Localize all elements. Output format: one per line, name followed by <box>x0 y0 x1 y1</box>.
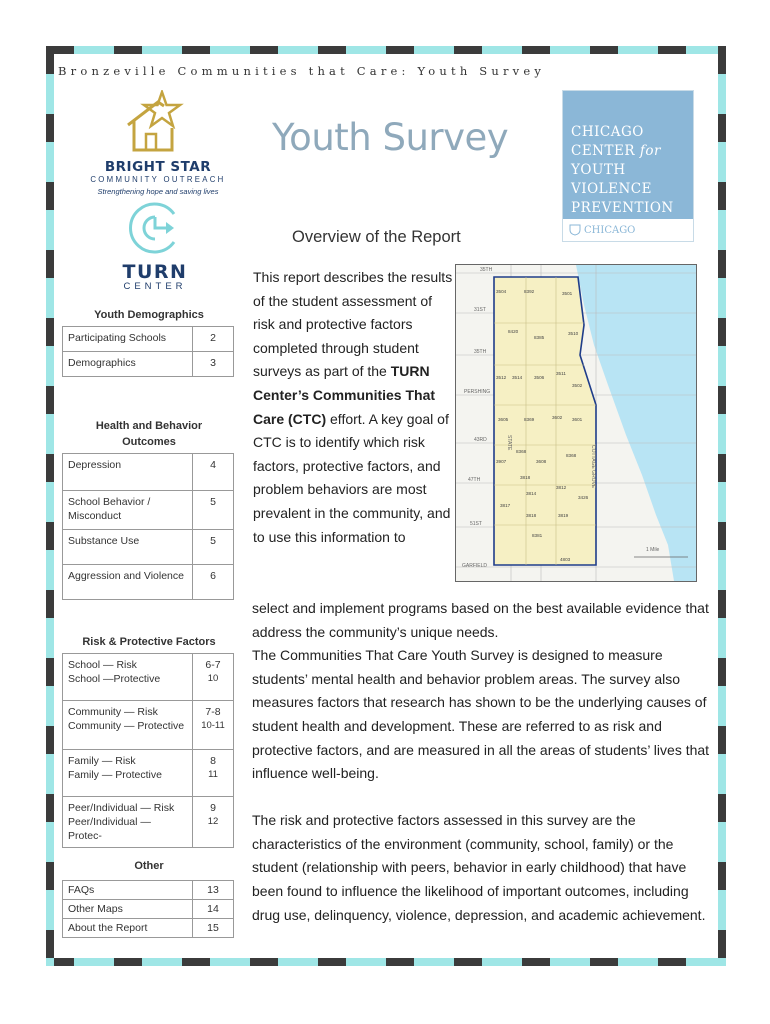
tract-number: 3602 <box>552 415 563 420</box>
tract-number: 8392 <box>524 289 535 294</box>
street-label: PERSHING <box>464 389 491 395</box>
intro-paragraph <box>253 266 453 549</box>
row-page-risk: 8 <box>210 755 216 767</box>
row-label <box>63 750 193 797</box>
table-row[interactable] <box>63 530 234 565</box>
tract-number: 3512 <box>496 375 507 380</box>
bright-star-sub: COMMUNITY OUTREACH <box>90 175 226 184</box>
tract-number: 3501 <box>562 291 573 296</box>
ccyvp-line2 <box>571 142 693 161</box>
row-label-protective: Family — Protective <box>68 769 162 781</box>
row-label <box>63 491 193 530</box>
ccyvp-line1: CHICAGO <box>571 124 644 140</box>
table-row[interactable] <box>63 352 234 377</box>
table-row[interactable] <box>63 900 234 919</box>
row-page: 5 <box>193 530 234 565</box>
row-label-line2: Misconduct <box>68 510 122 522</box>
turn-center-logo <box>110 202 200 292</box>
tract-number: 8420 <box>508 329 519 334</box>
frame-right <box>718 46 726 966</box>
bright-star-logo <box>88 90 228 196</box>
tract-number: 3818 <box>526 513 537 518</box>
tract-number: 3608 <box>536 459 547 464</box>
street-label: 35TH <box>474 349 487 355</box>
tract-number: 3814 <box>526 491 537 496</box>
ccyvp-line2a: CENTER <box>571 143 636 159</box>
row-label: FAQs <box>63 881 193 900</box>
street-label: STATE <box>506 435 512 451</box>
tract-number: 8369 <box>524 417 535 422</box>
row-label: Other Maps <box>63 900 193 919</box>
bronzeville-map-svg <box>456 265 696 581</box>
body-text <box>252 597 712 927</box>
section-subtitle: Overview of the Report <box>292 228 461 246</box>
row-page: 3 <box>193 352 234 377</box>
bronzeville-map <box>455 264 697 582</box>
tract-number: 8385 <box>534 335 545 340</box>
intro-bold-program: TURN Center’s Communities That Care (CTC) <box>253 363 436 427</box>
tract-number: 3818 <box>520 475 531 480</box>
ccyvp-line3: YOUTH <box>571 162 626 178</box>
row-page: 14 <box>193 900 234 919</box>
row-page-risk: 9 <box>210 802 216 814</box>
row-label-line1: School Behavior / <box>68 496 151 508</box>
health-table <box>62 453 234 600</box>
street-label: COTTAGE GROVE <box>590 445 596 489</box>
paragraph-survey-design: The Communities That Care Youth Survey is designed to measure students’ mental health and behavior problem areas. The survey also measures factors that research has shown to be the underlying causes of student health and development. These are referred to as risk and protective factors, and are measured in all the areas of students’ lives that influence well-being. <box>252 647 710 782</box>
paragraph-risk-factors: The risk and protective factors assessed in this survey are the characteristics of the environment (community, school, family) or the student (relationship with peers, behavior in early childhood) that have been found to influence the likelihood of important outcomes, including drug use, delinquency, violence, depression, and academic achievement. <box>252 812 706 923</box>
row-label-protective: Community — Protective <box>68 720 185 732</box>
row-label <box>63 701 193 750</box>
row-label: Demographics <box>63 352 193 377</box>
health-heading-line2: Outcomes <box>122 436 176 448</box>
tract-number: 3907 <box>496 459 507 464</box>
row-page: 6 <box>193 565 234 600</box>
street-label: 31ST <box>474 307 486 313</box>
row-page: 5 <box>193 491 234 530</box>
tract-number: 3605 <box>498 417 509 422</box>
row-label: Aggression and Violence <box>63 565 193 600</box>
tract-number: 3601 <box>572 417 583 422</box>
row-label-risk: Peer/Individual — Risk <box>68 802 175 814</box>
youth-demographics-table <box>62 326 234 377</box>
table-row[interactable] <box>63 701 234 750</box>
table-row[interactable] <box>63 565 234 600</box>
street-label: 51ST <box>470 521 482 527</box>
table-row[interactable] <box>63 750 234 797</box>
tract-number: 3502 <box>572 383 583 388</box>
other-heading: Other <box>134 860 164 872</box>
tract-number: 4803 <box>560 557 571 562</box>
ccyvp-line2b: for <box>639 143 661 159</box>
frame-top <box>46 46 726 54</box>
ccyvp-logo <box>562 90 694 242</box>
row-page: 2 <box>193 327 234 352</box>
bright-star-name: BRIGHT STAR <box>104 159 212 175</box>
row-label <box>63 654 193 701</box>
row-label <box>63 797 193 848</box>
row-label-protective: School —Protective <box>68 673 161 685</box>
table-row[interactable] <box>63 454 234 491</box>
table-row[interactable] <box>63 327 234 352</box>
tract-number: 3426 <box>578 495 589 500</box>
row-page <box>193 654 234 701</box>
table-row[interactable] <box>63 654 234 701</box>
row-page: 13 <box>193 881 234 900</box>
table-row[interactable] <box>63 797 234 848</box>
row-label-risk: Community — Risk <box>68 706 158 718</box>
row-page-protective: 11 <box>208 769 218 780</box>
ccyvp-footer: CHICAGO <box>584 224 636 236</box>
map-scale-label: 1 Mile <box>646 547 660 553</box>
ccyvp-line5: PREVENTION <box>571 200 674 216</box>
table-row[interactable] <box>63 491 234 530</box>
row-page: 15 <box>193 919 234 938</box>
paragraph-continued: select and implement programs based on the best available evidence that address the community’s unique needs. <box>252 600 709 640</box>
tract-number: 3506 <box>534 375 545 380</box>
row-label: About the Report <box>63 919 193 938</box>
row-label: Depression <box>63 454 193 491</box>
tract-number: 3504 <box>496 289 507 294</box>
row-label: Participating Schools <box>63 327 193 352</box>
table-row[interactable] <box>63 881 234 900</box>
tract-number: 8381 <box>532 533 543 538</box>
row-page-protective: 10-11 <box>201 720 225 731</box>
row-label: Substance Use <box>63 530 193 565</box>
row-page-risk: 7-8 <box>205 706 221 718</box>
row-page <box>193 797 234 848</box>
frame-left <box>46 46 54 966</box>
row-label-risk: School — Risk <box>68 659 137 671</box>
tract-number: 3812 <box>556 485 567 490</box>
street-label: GARFIELD <box>462 563 488 569</box>
intro-text-end: effort. A key goal of CTC is to identify which risk factors, protective factors, and problem behaviors are most prevalent in the community, and to use this information to <box>253 410 451 545</box>
row-page-protective: 12 <box>207 816 219 827</box>
bright-star-tagline: Strengthening hope and saving lives <box>97 187 219 196</box>
turn-sub: CENTER <box>123 281 187 292</box>
turn-name: TURN <box>122 261 188 283</box>
page-title: Youth Survey <box>272 116 509 159</box>
uchicago-shield-icon <box>569 224 581 236</box>
row-page <box>193 701 234 750</box>
ccyvp-line4: VIOLENCE <box>571 181 652 197</box>
youth-demographics-heading: Youth Demographics <box>94 309 204 321</box>
table-row[interactable] <box>63 919 234 938</box>
risk-protective-heading: Risk & Protective Factors <box>82 636 216 648</box>
tract-number: 3514 <box>512 375 523 380</box>
tract-number: 8368 <box>516 449 527 454</box>
tract-number: 3817 <box>500 503 511 508</box>
health-heading <box>64 418 234 450</box>
bright-star-icon <box>118 90 198 152</box>
tract-number: 3819 <box>558 513 569 518</box>
row-page: 4 <box>193 454 234 491</box>
row-label-risk: Family — Risk <box>68 755 136 767</box>
street-label: 43RD <box>474 437 487 443</box>
street-label: 35TH <box>480 267 493 273</box>
street-label: 47TH <box>468 477 481 483</box>
tract-number: 8368 <box>566 453 577 458</box>
tract-number: 3510 <box>568 331 579 336</box>
frame-bottom <box>46 958 726 966</box>
row-page-risk: 6-7 <box>205 659 221 671</box>
health-heading-line1: Health and Behavior <box>95 420 203 432</box>
tract-number: 3511 <box>556 371 566 376</box>
other-table <box>62 880 234 938</box>
series-title: Bronzeville Communities that Care: Youth Survey <box>58 64 546 78</box>
row-page <box>193 750 234 797</box>
row-label-protective: Peer/Individual — Protec- <box>68 816 151 842</box>
row-page-protective: 10 <box>207 673 219 684</box>
risk-protective-table <box>62 653 234 848</box>
intro-text-start: This report describes the results of the student assessment of risk and protective factors completed through student surveys as part of the <box>253 269 453 380</box>
turn-arrow-icon <box>124 202 186 254</box>
